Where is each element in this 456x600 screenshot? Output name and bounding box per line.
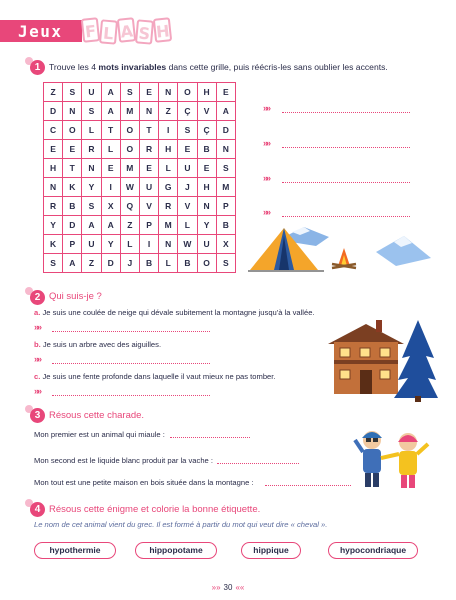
grid-cell[interactable]: P: [140, 216, 159, 235]
grid-cell[interactable]: J: [121, 254, 140, 273]
exercise-1-instruction: Trouve les 4 mots invariables dans cette grille, puis réécris-les sans oublier les accents.: [49, 62, 388, 72]
riddle-text: Le nom de cet animal vient du grec. Il est formé à partir du mot qui veut dire « cheval ».: [34, 520, 328, 529]
answer-line-2[interactable]: [282, 147, 410, 148]
grid-cell[interactable]: N: [159, 83, 178, 102]
arrow-icon: »»: [263, 207, 270, 217]
arrow-icon: »»: [263, 173, 270, 183]
flash-title: [82, 18, 171, 44]
grid-cell[interactable]: A: [102, 102, 121, 121]
grid-cell[interactable]: V: [140, 197, 159, 216]
grid-cell[interactable]: Y: [102, 235, 121, 254]
grid-cell[interactable]: A: [82, 216, 101, 235]
answer-line-b[interactable]: [52, 363, 210, 364]
grid-cell[interactable]: C: [44, 121, 63, 140]
grid-cell[interactable]: L: [121, 235, 140, 254]
camping-illustration: [246, 222, 436, 280]
exercise-2-number: 2: [30, 290, 45, 305]
arrow-icon: »»: [34, 322, 41, 332]
grid-cell[interactable]: B: [63, 197, 82, 216]
grid-cell[interactable]: K: [44, 235, 63, 254]
flash-letter: H: [153, 17, 172, 43]
grid-cell[interactable]: N: [198, 197, 217, 216]
flash-letter: S: [135, 19, 154, 44]
grid-cell[interactable]: L: [82, 121, 101, 140]
grid-cell[interactable]: U: [82, 83, 101, 102]
grid-cell[interactable]: M: [121, 159, 140, 178]
grid-cell[interactable]: U: [178, 159, 197, 178]
grid-cell[interactable]: O: [198, 254, 217, 273]
grid-cell[interactable]: H: [198, 83, 217, 102]
grid-cell[interactable]: D: [44, 102, 63, 121]
grid-cell[interactable]: E: [63, 140, 82, 159]
charade-line-3: Mon tout est une petite maison en bois située dans la montagne :: [34, 478, 254, 487]
grid-cell[interactable]: I: [102, 178, 121, 197]
charade-answer-3[interactable]: [265, 485, 351, 486]
grid-cell[interactable]: N: [159, 235, 178, 254]
answer-hippique[interactable]: hippique: [241, 542, 301, 559]
exercise-4-title: Résous cette énigme et colorie la bonne étiquette.: [49, 504, 261, 515]
arrow-icon: »»: [263, 138, 270, 148]
grid-cell[interactable]: E: [178, 140, 197, 159]
grid-cell[interactable]: X: [102, 197, 121, 216]
grid-cell[interactable]: T: [140, 121, 159, 140]
grid-cell[interactable]: O: [121, 140, 140, 159]
chalet-illustration: [326, 318, 440, 402]
grid-cell[interactable]: S: [121, 83, 140, 102]
answer-hypothermie[interactable]: hypothermie: [34, 542, 116, 559]
grid-cell[interactable]: Z: [44, 83, 63, 102]
charade-line-1: Mon premier est un animal qui miaule :: [34, 430, 165, 439]
grid-cell[interactable]: N: [44, 178, 63, 197]
grid-cell[interactable]: R: [44, 197, 63, 216]
grid-cell[interactable]: S: [82, 197, 101, 216]
grid-cell[interactable]: S: [217, 159, 236, 178]
grid-cell[interactable]: J: [178, 178, 197, 197]
grid-cell[interactable]: A: [102, 83, 121, 102]
grid-cell[interactable]: E: [140, 159, 159, 178]
grid-cell[interactable]: O: [121, 121, 140, 140]
grid-cell[interactable]: G: [159, 178, 178, 197]
grid-cell[interactable]: E: [102, 159, 121, 178]
exercise-1-number: 1: [30, 60, 45, 75]
grid-cell[interactable]: X: [217, 235, 236, 254]
arrow-icon: »»: [263, 103, 270, 113]
grid-cell[interactable]: N: [140, 102, 159, 121]
grid-cell[interactable]: S: [44, 254, 63, 273]
grid-cell[interactable]: S: [82, 102, 101, 121]
grid-cell[interactable]: B: [198, 140, 217, 159]
grid-cell[interactable]: H: [159, 140, 178, 159]
grid-cell[interactable]: B: [217, 216, 236, 235]
grid-cell[interactable]: T: [63, 159, 82, 178]
charade-answer-2[interactable]: [217, 463, 299, 464]
grid-cell[interactable]: L: [102, 140, 121, 159]
grid-cell[interactable]: A: [217, 102, 236, 121]
flash-letter: F: [81, 17, 100, 43]
grid-cell[interactable]: L: [159, 254, 178, 273]
page-number: 30: [223, 583, 233, 592]
grid-cell[interactable]: Z: [121, 216, 140, 235]
grid-cell[interactable]: Ç: [178, 102, 197, 121]
grid-cell[interactable]: S: [217, 254, 236, 273]
grid-cell[interactable]: W: [121, 178, 140, 197]
grid-cell[interactable]: R: [82, 140, 101, 159]
grid-cell[interactable]: H: [44, 159, 63, 178]
grid-cell[interactable]: B: [178, 254, 197, 273]
grid-cell[interactable]: U: [198, 235, 217, 254]
grid-cell[interactable]: D: [102, 254, 121, 273]
grid-cell[interactable]: Z: [159, 102, 178, 121]
grid-cell[interactable]: I: [140, 235, 159, 254]
grid-cell[interactable]: K: [63, 178, 82, 197]
page-footer: [0, 583, 456, 592]
grid-cell[interactable]: M: [159, 216, 178, 235]
grid-cell[interactable]: B: [140, 254, 159, 273]
grid-cell[interactable]: U: [82, 235, 101, 254]
grid-cell[interactable]: Z: [82, 254, 101, 273]
grid-cell[interactable]: I: [159, 121, 178, 140]
jeux-title: Jeux: [18, 22, 63, 41]
answer-line-4[interactable]: [282, 216, 410, 217]
grid-cell[interactable]: S: [178, 121, 197, 140]
grid-cell[interactable]: T: [102, 121, 121, 140]
grid-cell[interactable]: W: [178, 235, 197, 254]
grid-cell[interactable]: O: [63, 121, 82, 140]
footer-ornament-icon: ««: [235, 583, 245, 592]
kids-illustration: [352, 426, 434, 492]
arrow-icon: »»: [34, 386, 41, 396]
grid-cell[interactable]: M: [217, 178, 236, 197]
grid-cell[interactable]: R: [140, 140, 159, 159]
grid-cell[interactable]: Ç: [198, 121, 217, 140]
grid-cell[interactable]: A: [63, 254, 82, 273]
charade-line-2: Mon second est le liquide blanc produit par la vache :: [34, 456, 213, 465]
grid-cell[interactable]: Q: [121, 197, 140, 216]
grid-cell[interactable]: E: [44, 140, 63, 159]
grid-cell[interactable]: E: [198, 159, 217, 178]
exercise-2-title: Qui suis-je ?: [49, 291, 102, 302]
grid-cell[interactable]: V: [178, 197, 197, 216]
grid-cell[interactable]: Y: [82, 178, 101, 197]
grid-cell[interactable]: O: [178, 83, 197, 102]
grid-cell[interactable]: V: [198, 102, 217, 121]
grid-cell[interactable]: L: [178, 216, 197, 235]
answer-line-1[interactable]: [282, 112, 410, 113]
grid-cell[interactable]: S: [63, 83, 82, 102]
grid-cell[interactable]: N: [63, 102, 82, 121]
grid-cell[interactable]: U: [140, 178, 159, 197]
grid-cell[interactable]: R: [159, 197, 178, 216]
exercise-4-number: 4: [30, 502, 45, 517]
flash-letter: L: [99, 19, 118, 44]
grid-cell[interactable]: P: [217, 197, 236, 216]
exercise-3-number: 3: [30, 408, 45, 423]
grid-cell[interactable]: Y: [198, 216, 217, 235]
grid-cell[interactable]: D: [63, 216, 82, 235]
charade-answer-1[interactable]: [170, 437, 250, 438]
grid-cell[interactable]: L: [159, 159, 178, 178]
grid-cell[interactable]: E: [140, 83, 159, 102]
answer-hypocondriaque[interactable]: hypocondriaque: [328, 542, 418, 559]
word-search-grid[interactable]: [43, 82, 236, 273]
answer-line-c[interactable]: [52, 395, 210, 396]
flash-letter: A: [117, 17, 136, 43]
footer-ornament-icon: »»: [211, 583, 221, 592]
grid-cell[interactable]: H: [198, 178, 217, 197]
exercise-3-title: Résous cette charade.: [49, 410, 145, 421]
answer-hippopotame[interactable]: hippopotame: [135, 542, 217, 559]
grid-cell[interactable]: P: [63, 235, 82, 254]
grid-cell[interactable]: N: [217, 140, 236, 159]
grid-cell[interactable]: D: [217, 121, 236, 140]
grid-cell[interactable]: E: [217, 83, 236, 102]
answer-line-a[interactable]: [52, 331, 210, 332]
grid-cell[interactable]: A: [102, 216, 121, 235]
grid-cell[interactable]: Y: [44, 216, 63, 235]
grid-cell[interactable]: N: [82, 159, 101, 178]
question-b: b. Je suis un arbre avec des aiguilles.: [34, 340, 162, 349]
answer-line-3[interactable]: [282, 182, 410, 183]
question-c: c. Je suis une fente profonde dans laquelle il vaut mieux ne pas tomber.: [34, 372, 276, 381]
grid-cell[interactable]: M: [121, 102, 140, 121]
question-a: a. Je suis une coulée de neige qui dévale subitement la montagne jusqu'à la vallée.: [34, 308, 315, 317]
arrow-icon: »»: [34, 354, 41, 364]
